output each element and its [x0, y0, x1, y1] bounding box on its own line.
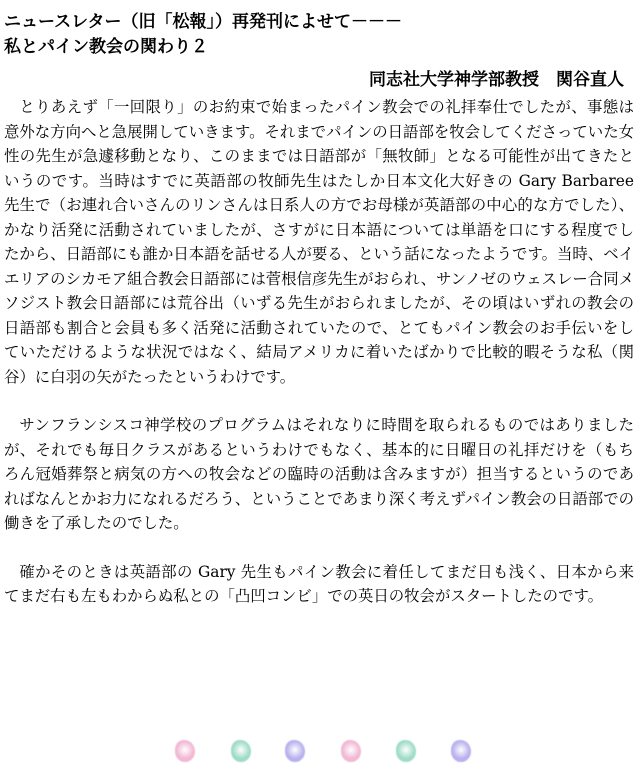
flower-icon: [285, 740, 305, 762]
flower-icon: [231, 740, 251, 762]
paragraph-2: サンフランシスコ神学校のプログラムはそれなりに時間を取られるものではありましたが、それでも毎日クラスがあるというわけでもなく、基本的に日曜日の礼拝だけを（もちろん冠婚葬祭と病気の方への牧会などの臨時の活動は含みますが）担当するというのであればなんとかお力になれるだろう、ということであまり深く考えずパイン教会の日語部での働きを了承したのでした。: [4, 416, 634, 532]
paragraph-3: 確かそのときは英語部の Gary 先生もパイン教会に着任してまだ日も浅く、日本から来てまだ右も左もわからぬ私との「凸凹コンビ」での英日の牧会がスタートしたのです。: [4, 562, 634, 605]
flower-icon: [341, 740, 361, 762]
article-title: ニュースレター（旧「松報」）再発刊によせて－－－: [4, 12, 402, 32]
paragraph-gap: [4, 389, 634, 413]
paragraph-gap: [4, 536, 634, 560]
article-subtitle: 私とパイン教会の関わり２: [4, 37, 208, 57]
newsletter-article: [4, 10, 634, 609]
decorative-ornament-row: [0, 736, 640, 766]
paragraph-1: とりあえず「一回限り」のお約束で始まったパイン教会での礼拝奉仕でしたが、事態は意外な方向へと急展開していきます。それまでパインの日語部を牧会してくださっていた女性の先生が急遽移動となり、このままでは日語部が「無牧師」となる可能性が出てきたというのです。当時はすでに英語部の牧師先生はたしか日本文化大好きの Gary Barbaree 先生で（お連れ合いさんのリンさんは日系人の方でお母様が英語部の中心的な方でした）、かなり活発に活動されていましたが、さすがに日本語については単語を口にする程度でしたから、日語部にも誰か日本語を話せる人が要る、という話になったようです。当時、ベイエリアのシカモア組合教会日語部には菅根信彦先生がおられ、サンノゼのウェスレー合同メソジスト教会日語部には荒谷出（いずる先生がおられましたが、その頃はいずれの教会の日語部も割合と会員も多く活発に活動されていたので、とてもパイン教会のお手伝いをしていただけるような状況ではなく、結局アメリカに着いたばかりで比較的暇そうな私（関谷）に白羽の矢がたったというわけです。: [4, 98, 634, 386]
flower-icon: [451, 740, 471, 762]
flower-icon: [175, 740, 195, 762]
flower-icon: [396, 740, 416, 762]
author-credit: 同志社大学神学部教授 関谷直人: [369, 70, 624, 90]
